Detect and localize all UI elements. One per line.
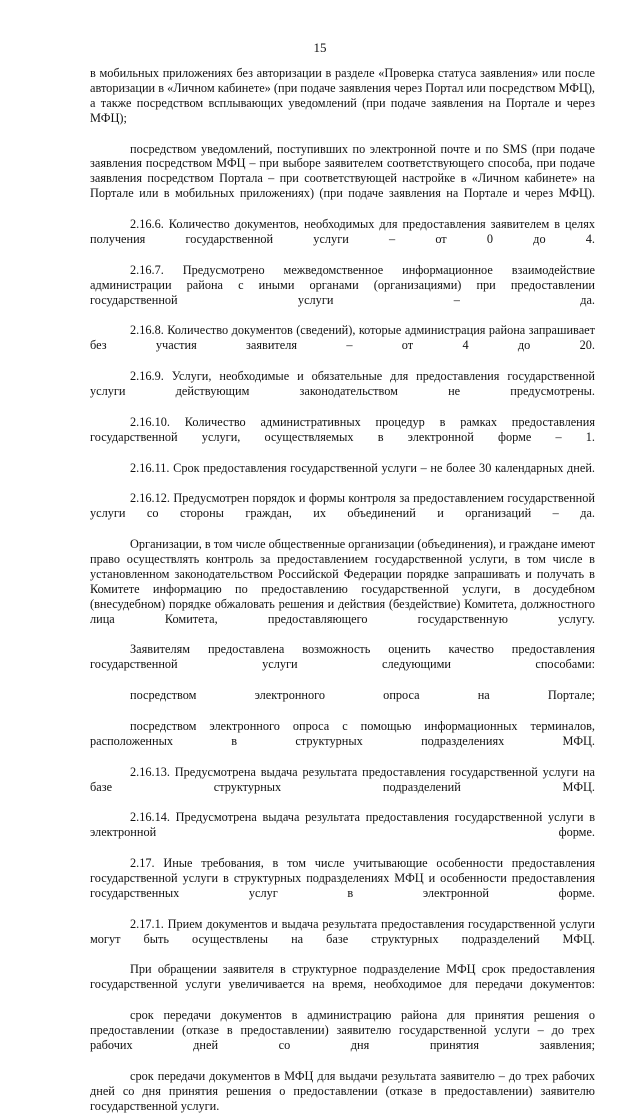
paragraph-control-rights: Организации, в том числе общественные организации (объединения), и граждане имеют право осуществлять контроль за предоставлением государственной услуги, в том числе в установленном законодательством Российской Федерации порядке запрашивать и получать в Комитете информацию по предоставлению государственной услуги, в досудебном (внесудебном) порядке обжаловать решения и действия (бездействие) Комитета, должностного лица Комитета, предоставляющего государственную услугу. <box>90 537 595 626</box>
paragraph-2-16-10: 2.16.10. Количество административных процедур в рамках предоставления государственной услуги, осуществляемых в электронной форме – 1. <box>90 414 595 444</box>
paragraph-notifications: посредством уведомлений, поступивших по электронной почте и по SMS (при подаче заявления посредством МФЦ – при выборе заявителем соответствующего способа, при подаче заявления посредством Портала – при соответствующей настройке в «Личном кабинете» на Портале или в мобильных приложениях) (при подаче заявления на Портале и через МФЦ). <box>90 141 595 201</box>
paragraph-2-17: 2.17. Иные требования, в том числе учитывающие особенности предоставления государственной услуги в структурных подразделениях МФЦ и особенности предоставления государственных услуг в электронной форме. <box>90 856 595 900</box>
paragraph-2-16-11: 2.16.11. Срок предоставления государственной услуги – не более 30 календарных дней. <box>130 460 595 475</box>
paragraph-2-16-13: 2.16.13. Предусмотрена выдача результата предоставления государственной услуги на базе структурных подразделений МФЦ. <box>90 764 595 794</box>
page-number: 15 <box>313 40 327 55</box>
paragraph-2-16-14: 2.16.14. Предусмотрена выдача результата предоставления государственной услуги в электронной форме. <box>90 810 595 840</box>
paragraph-2-16-6: 2.16.6. Количество документов, необходимых для предоставления заявителем в целях получения государственной услуги – от 0 до 4. <box>90 217 595 246</box>
paragraph-quality-assessment: Заявителям предоставлена возможность оценить качество предоставления государственной услуги следующими способами: <box>90 642 595 672</box>
paragraph-transfer-to-mfc: срок передачи документов в МФЦ для выдачи результата заявителю – до трех рабочих дней со дня принятия решения о предоставлении (отказе в предоставлении) заявителю государственной услуги. <box>90 1068 595 1113</box>
paragraph-terminal-survey: посредством электронного опроса с помощью информационных терминалов, расположенных в структурных подразделениях МФЦ. <box>90 718 595 748</box>
paragraph-mfc-deadline: При обращении заявителя в структурное подразделение МФЦ срок предоставления государственной услуги увеличивается на время, необходимое для передачи документов: <box>90 962 595 992</box>
paragraph-status-check: в мобильных приложениях без авторизации в разделе «Проверка статуса заявления» или после авторизации в «Личном кабинете» (при подаче заявления через Портал или посредством МФЦ), а также посредством всплывающих уведомлений (при подаче заявления на Портале и через МФЦ); <box>90 66 595 125</box>
paragraph-2-17-1: 2.17.1. Прием документов и выдача результата предоставления государственной услуги могут быть осуществлены на базе структурных подразделений МФЦ. <box>90 916 595 946</box>
paragraph-2-16-12: 2.16.12. Предусмотрен порядок и формы контроля за предоставлением государственной услуги со стороны граждан, их объединений и организаций – да. <box>90 491 595 521</box>
paragraph-2-16-9: 2.16.9. Услуги, необходимые и обязательные для предоставления государственной услуги действующим законодательством не предусмотрены. <box>90 369 595 399</box>
document-body <box>90 66 595 1115</box>
paragraph-2-16-7: 2.16.7. Предусмотрено межведомственное информационное взаимодействие администрации района с иными органами (организациями) при предоставлении государственной услуги – да. <box>90 262 595 307</box>
paragraph-portal-survey: посредством электронного опроса на Портале; <box>130 688 595 703</box>
paragraph-transfer-to-administration: срок передачи документов в администрацию района для принятия решения о предоставлении (отказе в предоставлении) заявителю государственной услуги – до трех рабочих дней со дня принятия заявления; <box>90 1008 595 1052</box>
paragraph-2-16-8: 2.16.8. Количество документов (сведений), которые администрация района запрашивает без участия заявителя – от 4 до 20. <box>90 323 595 353</box>
